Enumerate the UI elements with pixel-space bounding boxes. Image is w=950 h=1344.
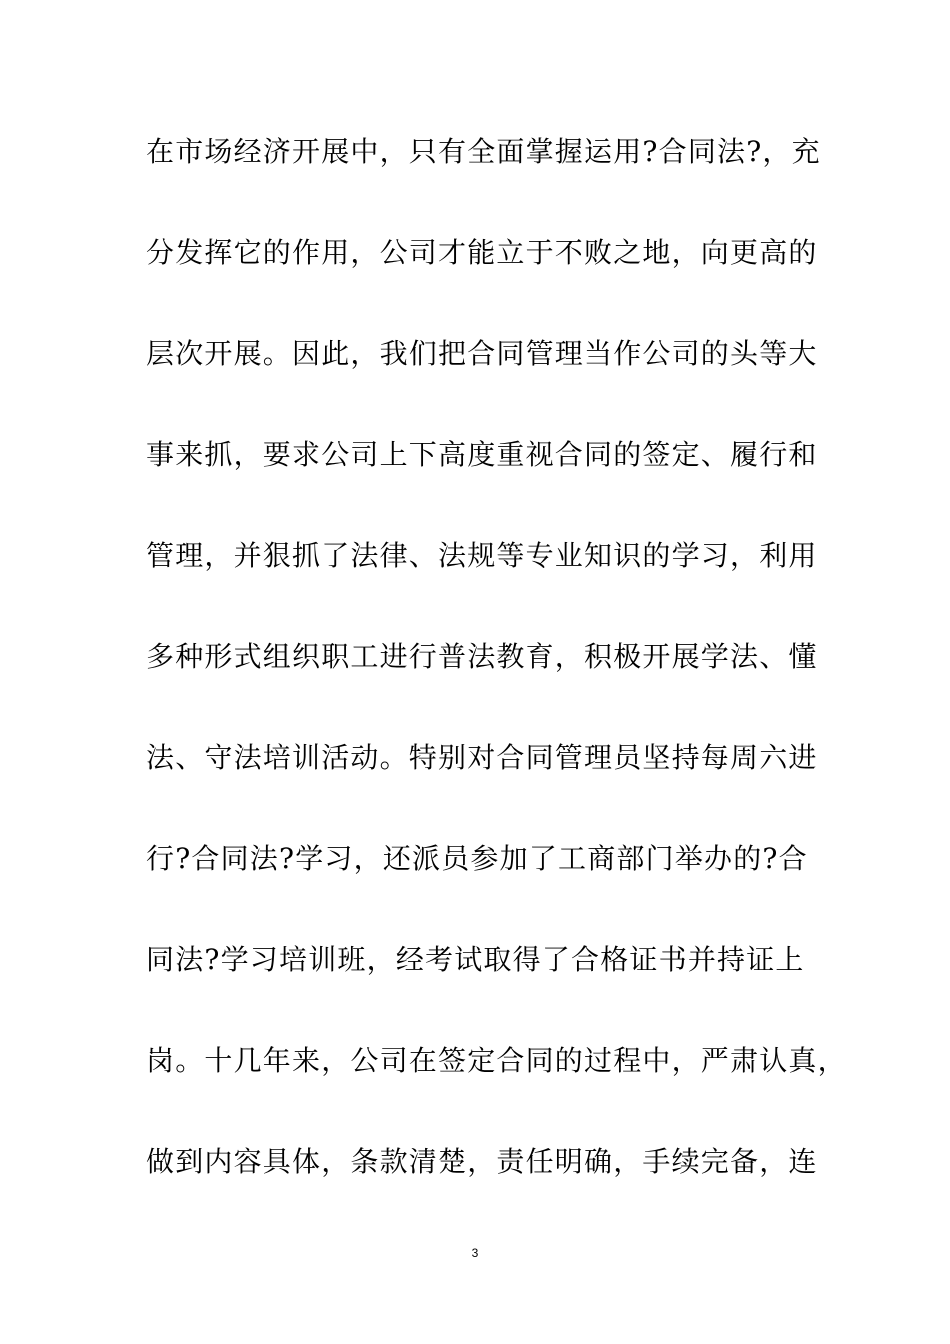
text-line-6: 多种形式组织职工进行普法教育，积极开展学法、懂 [146, 640, 818, 673]
text-line-4: 事来抓，要求公司上下高度重视合同的签定、履行和 [146, 438, 818, 471]
body-paragraph [146, 128, 846, 1239]
text-line-9: 同法?学习培训班，经考试取得了合格证书并持证上 [146, 943, 805, 976]
text-line-8: 行?合同法?学习，还派员参加了工商部门举办的?合 [146, 842, 808, 875]
text-line-10: 岗。十几年来，公司在签定合同的过程中，严肃认真， [146, 1044, 847, 1077]
text-line-7: 法、守法培训活动。特别对合同管理员坚持每周六进 [146, 741, 818, 774]
text-line-3: 层次开展。因此，我们把合同管理当作公司的头等大 [146, 337, 818, 370]
text-line-1: 在市场经济开展中，只有全面掌握运用?合同法?，充 [146, 135, 821, 168]
text-line-5: 管理，并狠抓了法律、法规等专业知识的学习，利用 [146, 539, 818, 572]
text-line-11: 做到内容具体，条款清楚，责任明确，手续完备，连 [146, 1145, 818, 1178]
text-line-2: 分发挥它的作用，公司才能立于不败之地，向更高的 [146, 236, 818, 269]
page-number: 3 [471, 1246, 479, 1260]
